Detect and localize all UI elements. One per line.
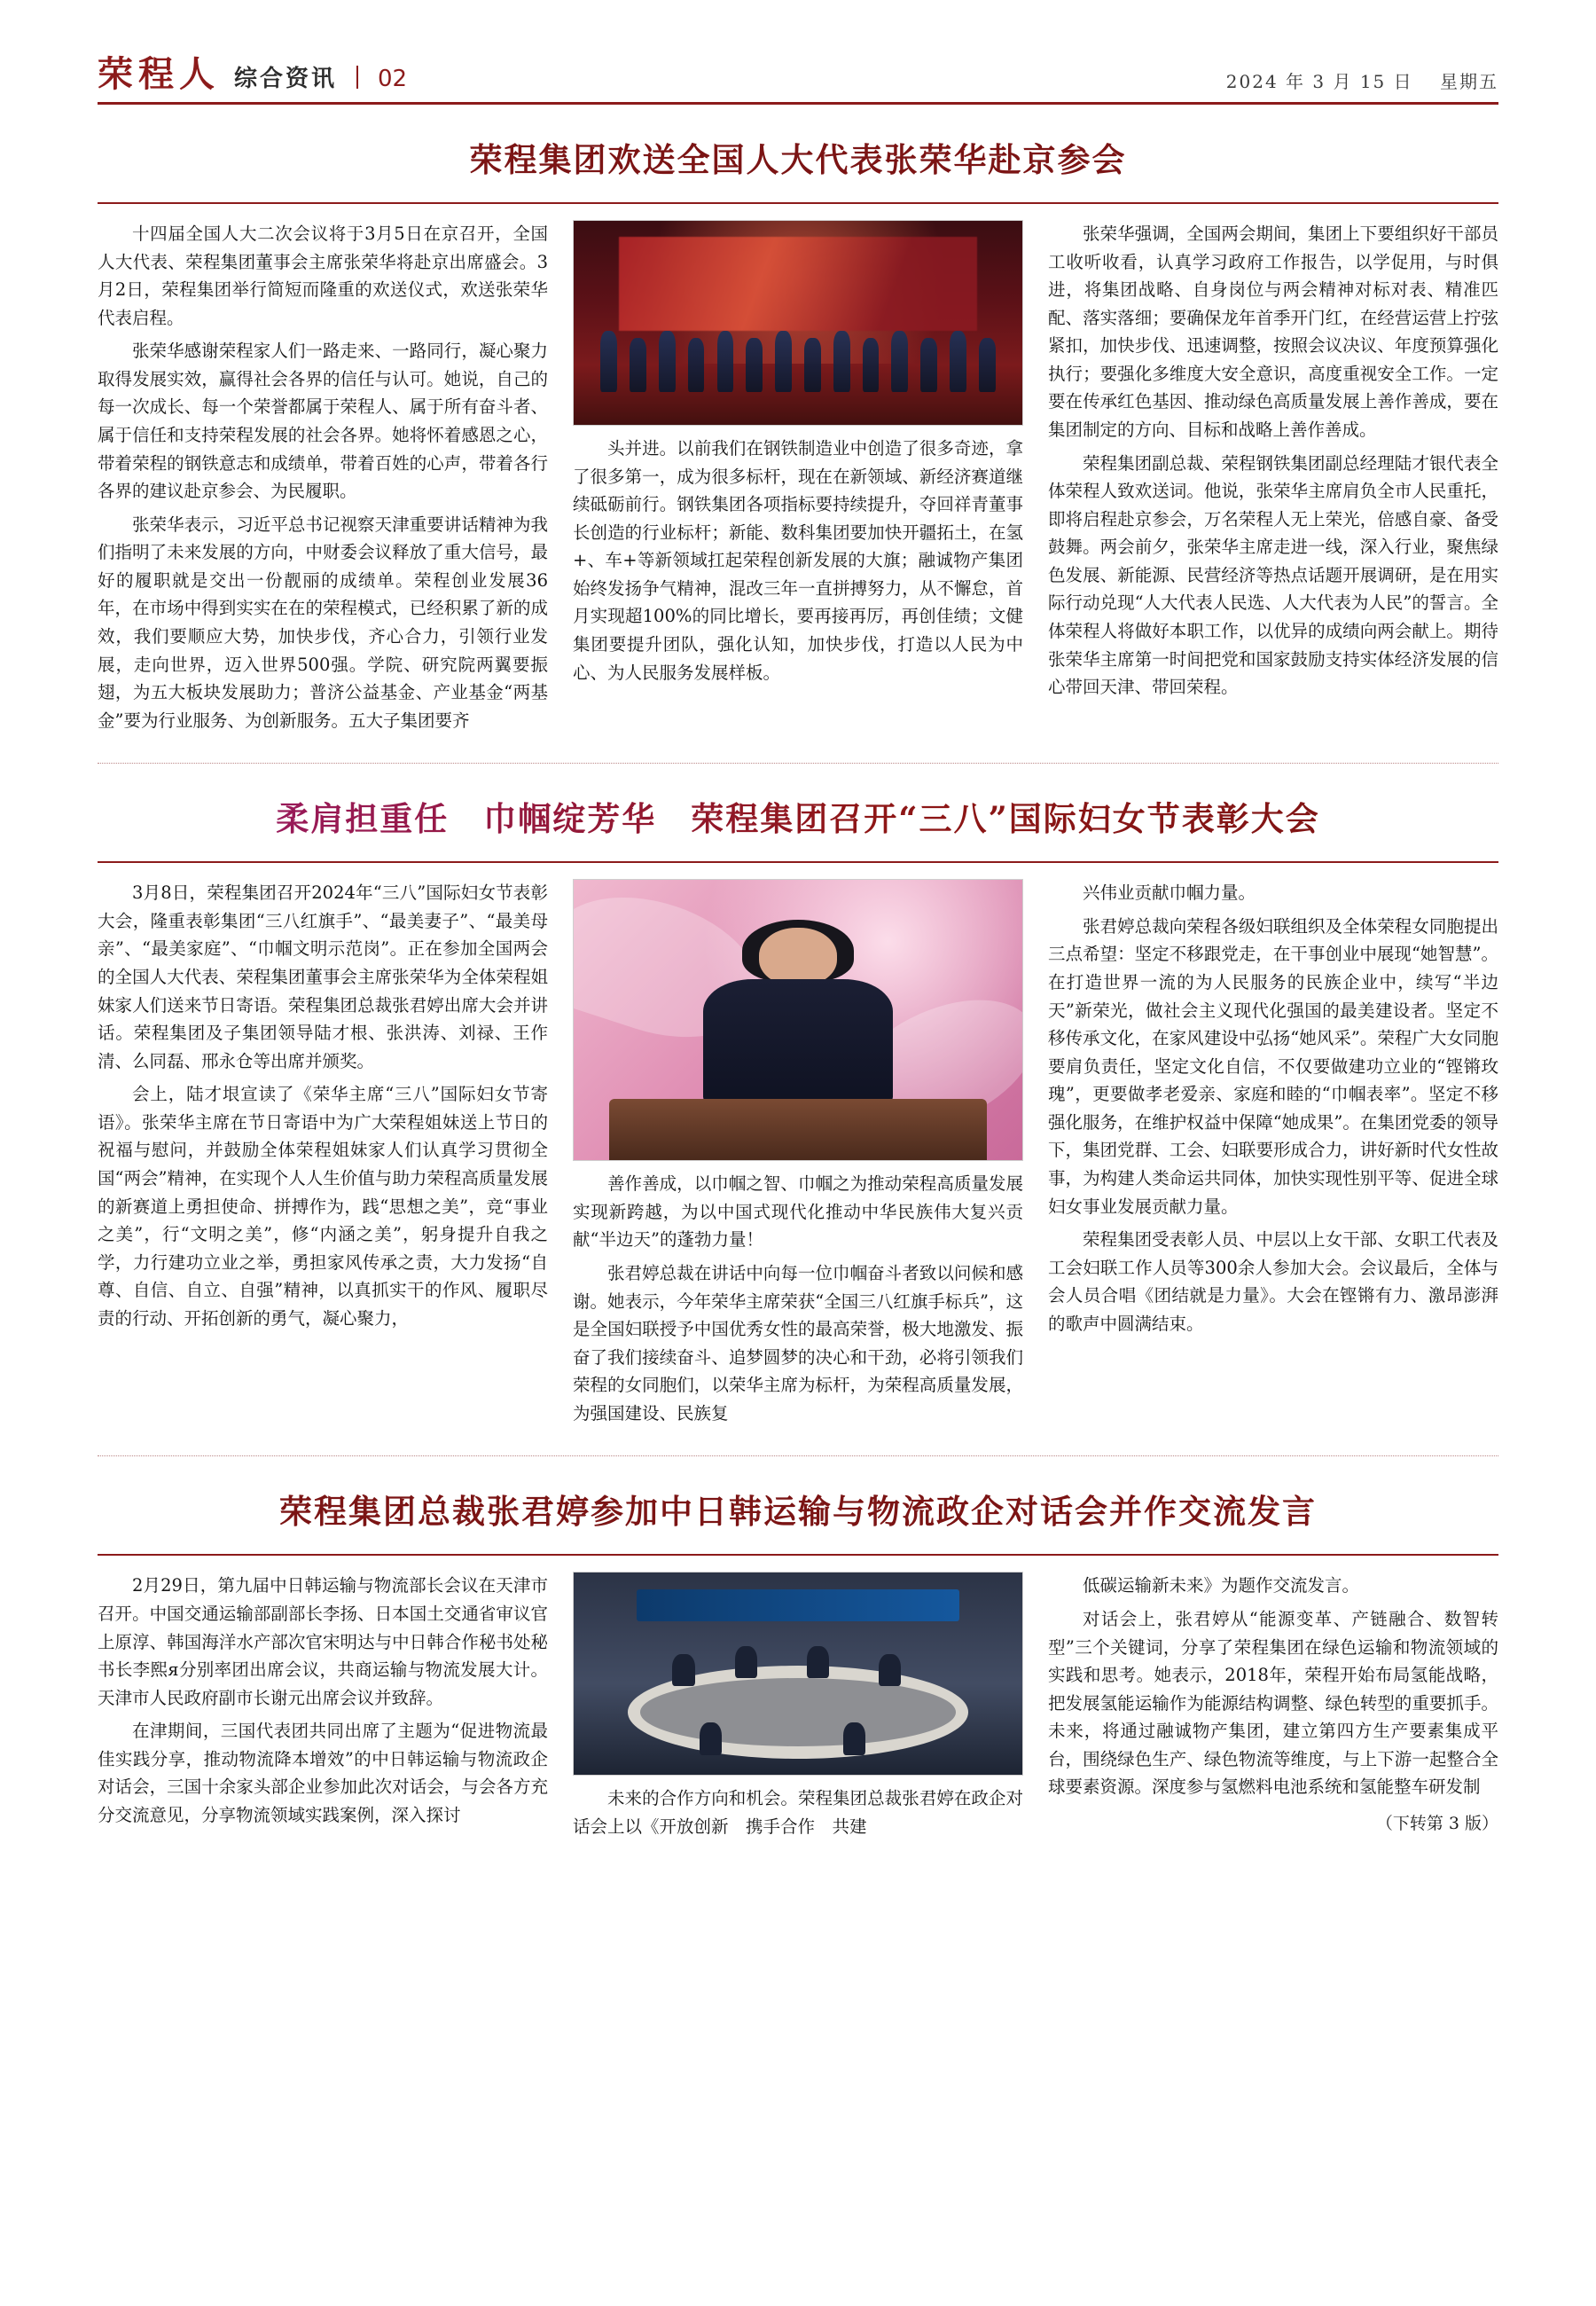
masthead-date xyxy=(1207,67,1498,97)
masthead xyxy=(98,0,1498,105)
delegate-seat xyxy=(700,1722,722,1754)
article-3-rule xyxy=(98,1554,1498,1556)
article-1 xyxy=(98,105,1498,740)
paragraph: 会上，陆才垠宣读了《荣华主席“三八”国际妇女节寄语》。张荣华主席在节日寄语中为广大荣程姐妹送上节日的祝福与慰问，并鼓励全体荣程姐妹家人们认真学习贯彻全国“两会”精神，在实现个人人生价值与助力荣程高质量发展的新赛道上勇担使命、拼搏作为，践“思想之美”，竞“事业之美”，行“文明之美”，修“内涵之美”，躬身提升自我之学，力行建功立业之举，勇担家风传承之责，大力发扬“自尊、自信、自立、自强”精神，以真抓实干的作风、履职尽责的行动、开拓创新的勇气，凝心聚力， xyxy=(98,1084,548,1329)
article-2-rule xyxy=(98,861,1498,863)
article-1-col-3 xyxy=(1048,220,1498,707)
article-1-headline: 荣程集团欢送全国人大代表张荣华赴京参会 xyxy=(469,140,1127,179)
article-2-col-2 xyxy=(573,879,1023,1432)
article-2-col-1 xyxy=(98,879,548,1337)
issue-weekday: 星期五 xyxy=(1440,71,1498,92)
delegate-seat xyxy=(879,1654,901,1686)
paragraph: 2月29日，第九届中日韩运输与物流部长会议在天津市召开。中国交通运输部副部长李扬、日本国土交通省审议官上原淳、韩国海洋水产部次官宋明达与中日韩合作秘书处秘书长李熙я分别率团出席会议，共商运输与物流发展大计。天津市人民政府副市长谢元出席会议并致辞。 xyxy=(98,1575,548,1708)
paragraph: 张君婷总裁在讲话中向每一位巾帼奋斗者致以问候和感谢。她表示，今年荣华主席荣获“全国三八红旗手标兵”，这是全国妇联授予中国优秀女性的最高荣誉，极大地激发、振奋了我们接续奋斗、追梦圆梦的决心和干劲，必将引领我们荣程的女同胞们，以荣华主席为标杆，为荣程高质量发展，为强国建设、民族复 xyxy=(573,1263,1023,1424)
paragraph: 头并进。以前我们在钢铁制造业中创造了很多奇迹，拿了很多第一，成为很多标杆，现在在新领域、新经济赛道继续砥砺前行。钢铁集团各项指标要持续提升，夺回祥青董事长创造的行业标杆；新能、数科集团要加快开疆拓土，在氢+、车+等新领域扛起荣程创新发展的大旗；融诚物产集团始终发扬争气精神，混改三年一直拼搏努力，从不懈怠，首月实现超100%的同比增长，要再接再厉，再创佳绩；文健集团要提升团队，强化认知，加快步伐，打造以人民为中心、为人民服务发展样板。 xyxy=(573,437,1023,683)
paragraph: 荣程集团受表彰人员、中层以上女干部、女职工代表及工会妇联工作人员等300余人参加大会。会议最后，全体与会人员合唱《团结就是力量》。大会在铿锵有力、激昂澎湃的歌声中圆满结束。 xyxy=(1048,1229,1498,1334)
article-2-headline: 柔肩担重任 巾帼绽芳华 荣程集团召开“三八”国际妇女节表彰大会 xyxy=(98,797,1498,842)
paragraph: 荣程集团副总裁、荣程钢铁集团副总经理陆才银代表全体荣程人致欢送词。他说，张荣华主席肩负全市人民重托，即将启程赴京参会，万名荣程人无上荣光，倍感自豪、备受鼓舞。两会前夕，张荣华主席走进一线，深入行业，聚焦绿色发展、新能源、民营经济等热点话题开展调研，是在用实际行动兑现“人大代表人民选、人大代表为人民”的誓言。全体荣程人将做好本职工作，以优异的成绩向两会献上。期待张荣华主席第一时间把党和国家鼓励支持实体经济发展的信心带回天津、带回荣程。 xyxy=(1048,452,1498,698)
article-3-photo xyxy=(573,1572,1023,1776)
article-3-columns xyxy=(98,1572,1498,1846)
article-1-rule xyxy=(98,202,1498,204)
article-3-col-2 xyxy=(573,1572,1023,1846)
speaker-body xyxy=(703,979,893,1103)
paragraph: 未来的合作方向和机会。荣程集团总裁张君婷在政企对话会上以《开放创新 携手合作 共建 xyxy=(573,1788,1023,1837)
paragraph: 对话会上，张君婷从“能源变革、产链融合、数智转型”三个关键词，分享了荣程集团在绿色运输和物流领域的实践和思考。她表示，2018年，荣程开始布局氢能战略，把发展氢能运输作为能源结构调整、绿色转型的重要抓手。未来，将通过融诚物产集团，建立第四方生产要素集成平台，围绕绿色生产、绿色物流等维度，与上下游一起整合全球要素资源。深度参与氢燃料电池系统和氢能整车研发制 xyxy=(1048,1609,1498,1798)
delegate-seat xyxy=(735,1646,757,1678)
podium xyxy=(609,1099,986,1161)
paragraph: 张荣华强调，全国两会期间，集团上下要组织好干部员工收听收看，认真学习政府工作报告，以学促用，与时俱进，将集团战略、自身岗位与两会精神对标对表、精准匹配、落实落细；要确保龙年首季开门红，在经营运营上拧弦紧扣，加快步伐、迅速调整，按照会议决议、年度预算强化执行；要强化多维度大安全意识，高度重视安全工作。一定要在传承红色基因、推动绿色高质量发展上善作善成，要在集团制定的方向、目标和战略上善作善成。 xyxy=(1048,223,1498,440)
paragraph: 张荣华感谢荣程家人们一路走来、一路同行，凝心聚力取得发展实效，赢得社会各界的信任与认可。她说，自己的每一次成长、每一个荣誉都属于荣程人、属于所有奋斗者、属于信任和支持荣程发展的社会各界。她将怀着感恩之心，带着荣程的钢铁意志和成绩单，带着百姓的心声，带着各行各界的建议赴京参会、为民履职。 xyxy=(98,341,548,502)
paragraph: 张荣华表示，习近平总书记视察天津重要讲话精神为我们指明了未来发展的方向，中财委会议释放了重大信号，最好的履职就是交出一份靓丽的成绩单。荣程创业发展36年，在市场中得到实实在在的荣程模式，已经积累了新的成效，我们要顺应大势，加快步伐，齐心合力，引领行业发展，走向世界，迈入世界500强。学院、研究院两翼要振翅，为五大板块发展助力；普济公益基金、产业基金“两基金”要为行业服务、为创新服务。五大子集团要齐 xyxy=(98,514,548,731)
delegate-seat xyxy=(672,1654,694,1686)
article-3-col-1 xyxy=(98,1572,548,1834)
delegate-seat xyxy=(843,1722,865,1754)
article-2-photo xyxy=(573,879,1023,1161)
delegate-seat xyxy=(807,1646,829,1678)
publication-name: 荣程人 xyxy=(98,53,220,95)
article-1-photo xyxy=(573,220,1023,426)
article-3 xyxy=(98,1456,1498,1846)
logo-divider xyxy=(356,66,358,89)
article-3-col-3 xyxy=(1048,1572,1498,1834)
article-1-col-1 xyxy=(98,220,548,740)
article-2-columns xyxy=(98,879,1498,1432)
speaker-head xyxy=(759,928,836,985)
paragraph: 低碳运输新未来》为题作交流发言。 xyxy=(1083,1575,1360,1596)
paragraph: 善作善成，以巾帼之智、巾帼之为推动荣程高质量发展实现新跨越，为以中国式现代化推动中华民族伟大复兴贡献“半边天”的蓬勃力量！ xyxy=(573,1173,1023,1251)
paragraph: 3月8日，荣程集团召开2024年“三八”国际妇女节表彰大会，隆重表彰集团“三八红旗手”、“最美妻子”、“最美母亲”、“最美家庭”、“巾帼文明示范岗”。正在参加全国两会的全国人大代表、荣程集团董事会主席张荣华为全体荣程姐妹家人们送来节日寄语。荣程集团总裁张君婷出席大会并讲话。荣程集团及子集团领导陆才根、张洪涛、刘禄、王作清、么同磊、邢永仓等出席并颁奖。 xyxy=(98,882,548,1071)
article-2-col-3 xyxy=(1048,879,1498,1343)
page-number: 02 xyxy=(378,66,408,92)
people-group xyxy=(600,323,995,392)
section-name: 综合资讯 xyxy=(234,66,338,92)
paragraph: 十四届全国人大二次会议将于3月5日在京召开，全国人大代表、荣程集团董事会主席张荣华将赴京出席盛会。3月2日，荣程集团举行简短而隆重的欢送仪式，欢送张荣华代表启程。 xyxy=(98,223,548,328)
stage-screen xyxy=(619,237,978,331)
conference-banner xyxy=(637,1589,959,1621)
paragraph: 张君婷总裁向荣程各级妇联组织及全体荣程女同胞提出三点希望：坚定不移跟党走，在干事创业中展现“她智慧”。在打造世界一流的为人民服务的民族企业中，续写“半边天”新荣光，做社会主义现代化强国的最美建设者。坚定不移传承文化，在家风建设中弘扬“她风采”。荣程广大女同胞要肩负责任，坚定文化自信，不仅要做建功立业的“铿锵玫瑰”，更要做孝老爱亲、家庭和睦的“巾帼表率”。坚定不移强化服务，在维护权益中保障“她成果”。在集团党委的领导下，集团党群、工会、妇联要形成合力，讲好新时代女性故事，为构建人类命运共同体，加快实现性别平等、促进全球妇女事业发展贡献力量。 xyxy=(1048,915,1498,1217)
article-3-headline: 荣程集团总裁张君婷参加中日韩运输与物流政企对话会并作交流发言 xyxy=(279,1492,1317,1532)
article-1-columns xyxy=(98,220,1498,740)
article-2 xyxy=(98,764,1498,1432)
paragraph: 兴伟业贡献巾帼力量。 xyxy=(1083,882,1256,904)
continuation-note: （下转第 3 版） xyxy=(1375,1814,1498,1834)
paragraph: 在津期间，三国代表团共同出席了主题为“促进物流最佳实践分享，推动物流降本增效”的中日韩运输与物流政企对话会，三国十余家头部企业参加此次对话会，与会各方充分交流意见，分享物流领域实践案例，深入探讨 xyxy=(98,1721,548,1826)
article-1-col-2 xyxy=(573,220,1023,692)
masthead-logo xyxy=(98,46,407,97)
issue-date: 2024 年 3 月 15 日 xyxy=(1225,71,1413,92)
